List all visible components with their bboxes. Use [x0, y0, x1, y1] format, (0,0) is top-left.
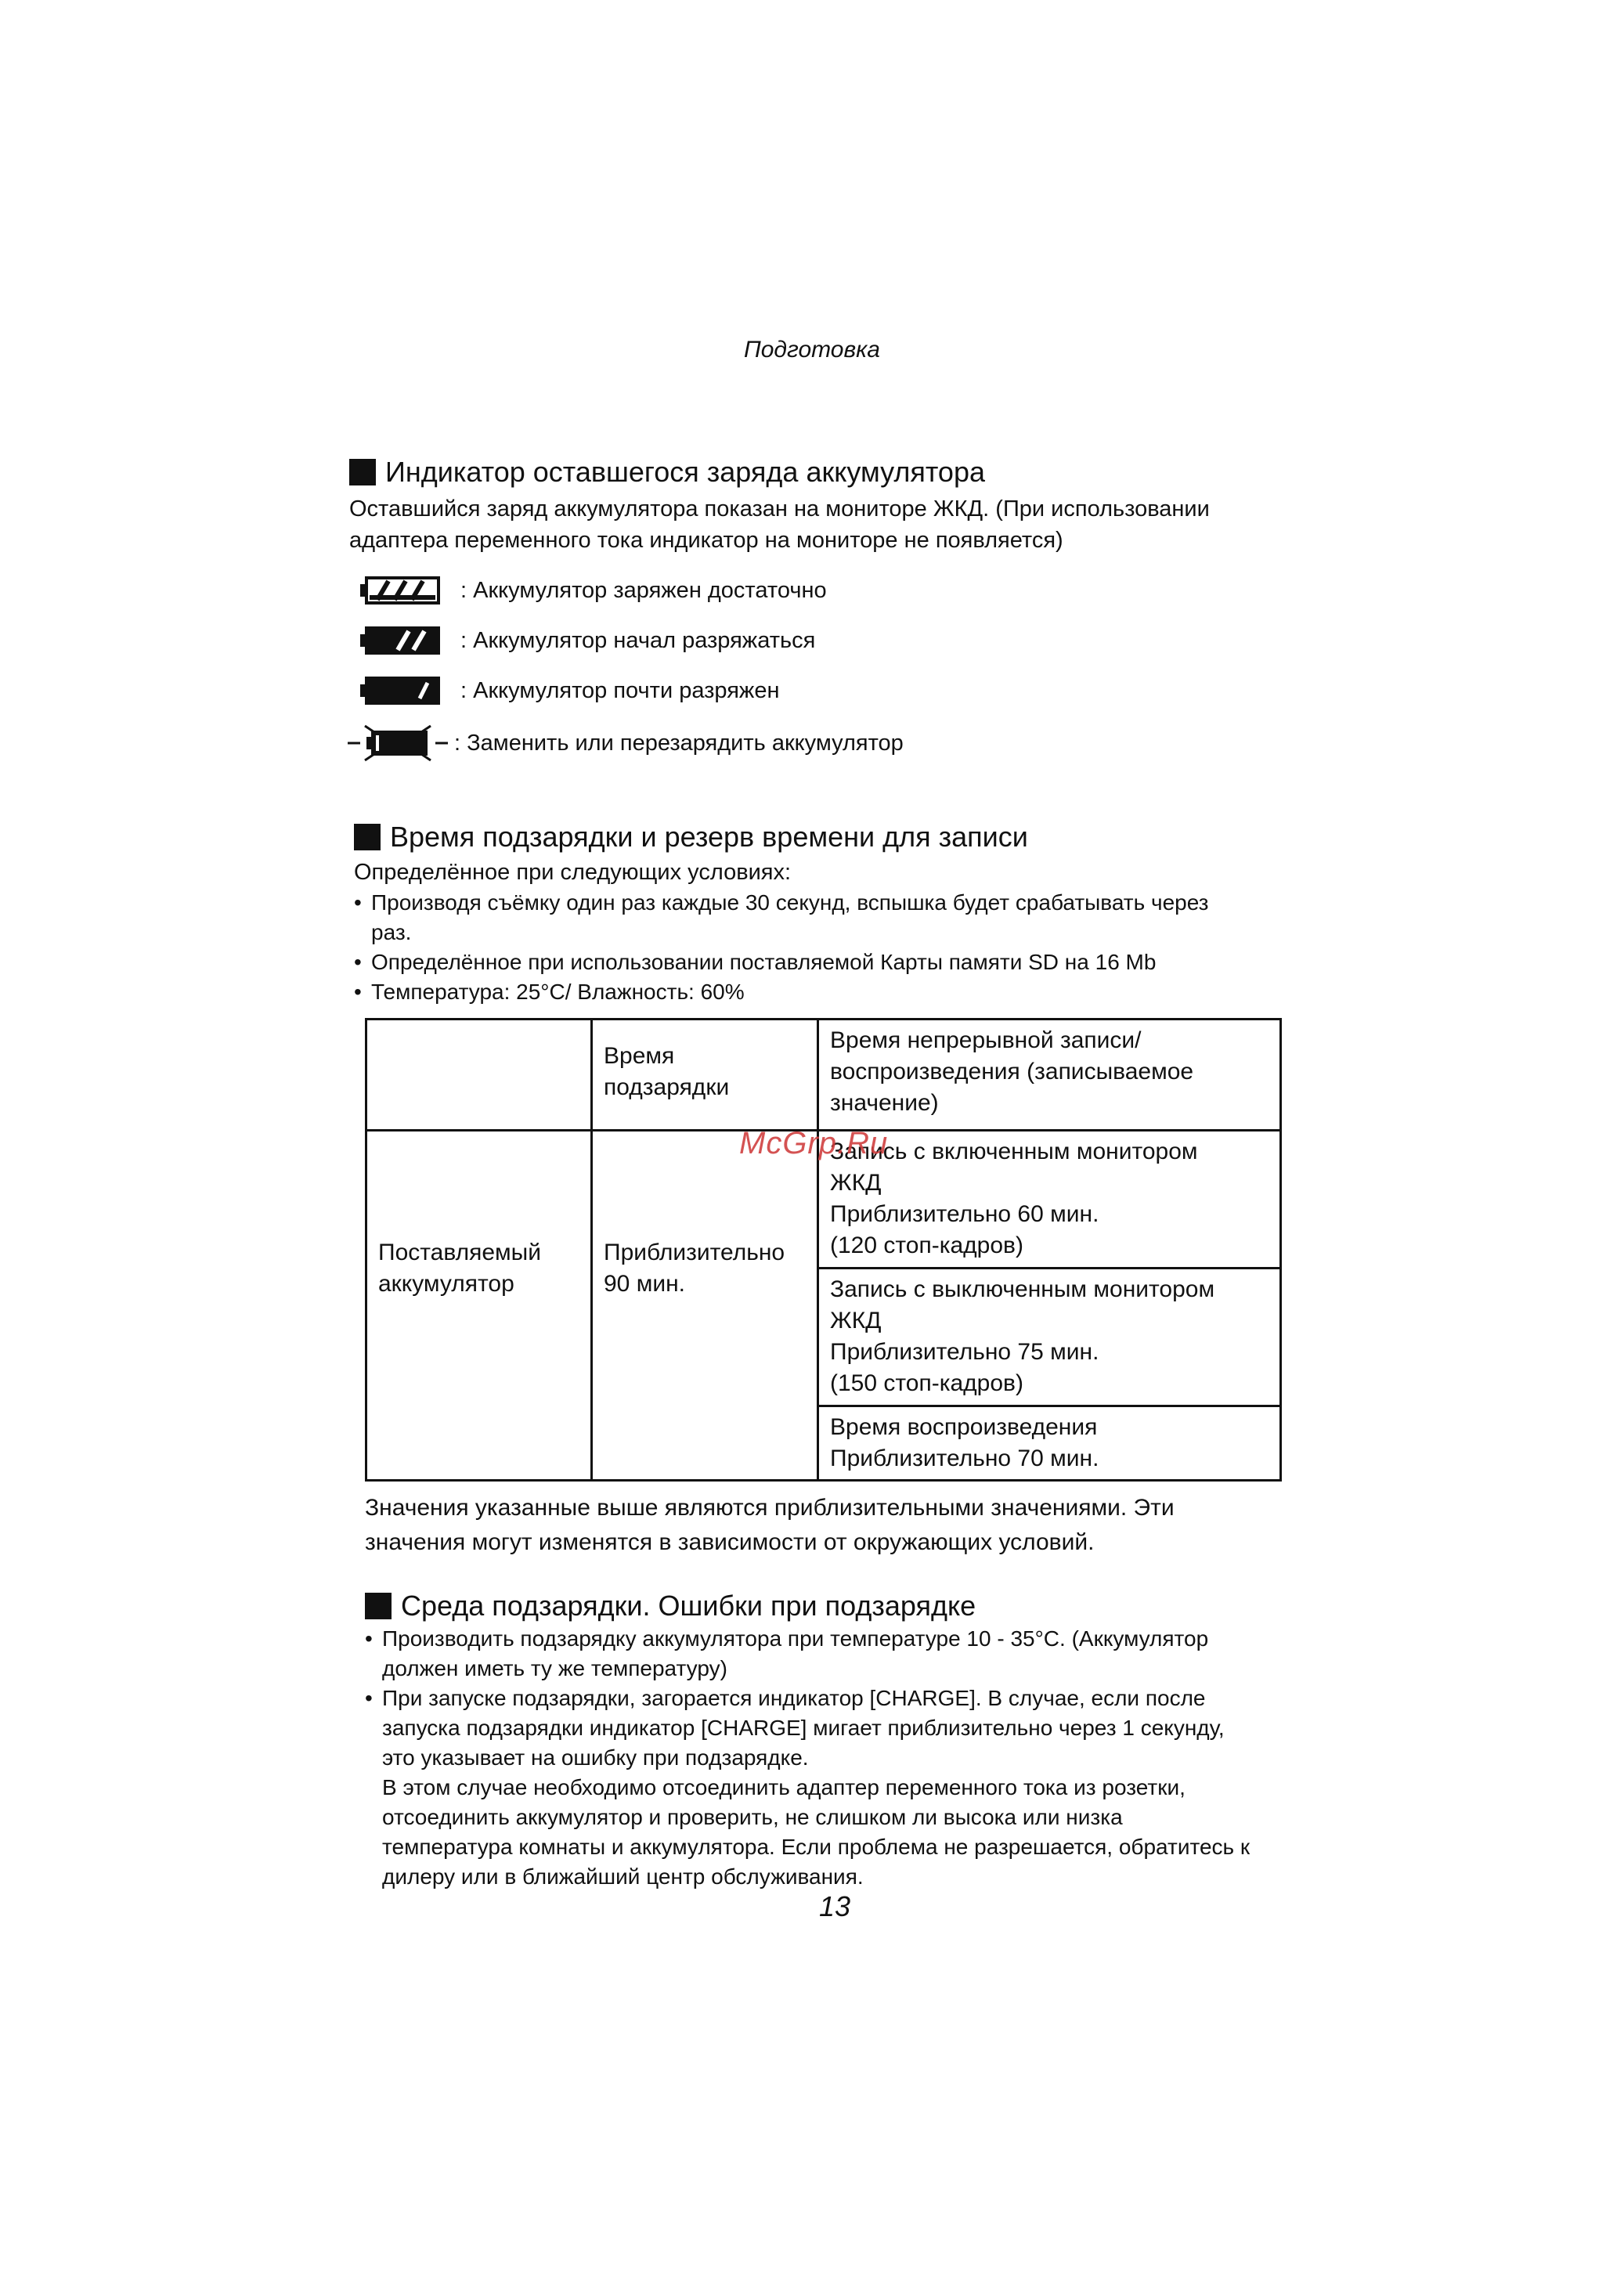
battery-low-icon — [354, 675, 456, 706]
cell-line: Время воспроизведения — [830, 1414, 1098, 1440]
battery-empty-flashing-icon — [348, 721, 449, 765]
bullet-line: • Производя съёмку один раз каждые 30 секунд, вспышка будет срабатывать через — [371, 890, 1209, 915]
section3-title: Среда подзарядки. Ошибки при подзарядке — [401, 1590, 976, 1622]
cell-line: Запись с выключенным монитором — [830, 1276, 1215, 1302]
indicator-row — [354, 615, 904, 666]
battery-indicator-list — [354, 565, 904, 771]
charge-time-table — [365, 1018, 1282, 1482]
cell-line: Приблизительно 70 мин. — [830, 1445, 1099, 1471]
indicator-label: : Аккумулятор почти разряжен — [460, 677, 780, 703]
cell-line: (150 стоп-кадров) — [830, 1370, 1023, 1396]
charge-value-cell: Приблизительно 90 мин. — [592, 1131, 818, 1481]
indicator-row — [354, 716, 904, 771]
indicator-label: : Аккумулятор начал разряжаться — [460, 627, 816, 653]
list-item — [365, 1684, 1250, 1892]
list-item — [365, 1624, 1250, 1684]
empty-header-cell — [366, 1020, 592, 1131]
bullet-line: раз. — [371, 920, 412, 944]
section-marker-icon — [365, 1593, 392, 1619]
section1-intro — [349, 493, 1210, 556]
bullet-line: это указывает на ошибку при подзарядке. — [382, 1745, 809, 1770]
bullet-line: отсоединить аккумулятор и проверить, не слишком ли высока или низка — [382, 1805, 1123, 1829]
bullet-line: • Определённое при использовании поставляемой Карты памяти SD на 16 Mb — [371, 950, 1157, 974]
cell-line: Приблизительно 75 мин. — [830, 1339, 1099, 1365]
record-cell — [818, 1406, 1281, 1481]
intro-line: адаптера переменного тока индикатор на мониторе не появляется) — [349, 528, 1063, 553]
record-time-header: Время непрерывной записи/воспроизведения (записываемое значение) — [818, 1020, 1281, 1131]
intro-line: Оставшийся заряд аккумулятора показан на мониторе ЖКД. (При использовании — [349, 496, 1210, 522]
charge-time-header: Время подзарядки — [592, 1020, 818, 1131]
bullet-line: В этом случае необходимо отсоединить адаптер переменного тока из розетки, — [382, 1775, 1186, 1799]
bullet-line: • Производить подзарядку аккумулятора при температуре 10 - 35°C. (Аккумулятор — [382, 1626, 1209, 1651]
bullet-line: • Температура: 25°C/ Влажность: 60% — [371, 980, 745, 1004]
indicator-row — [354, 666, 904, 716]
conditions-list — [354, 888, 1209, 1007]
section-marker-icon — [354, 824, 381, 850]
indicator-label: : Заменить или перезарядить аккумулятор — [454, 730, 904, 756]
bullet-line: должен иметь ту же температуру) — [382, 1656, 727, 1680]
page-number: 13 — [819, 1890, 851, 1922]
charging-environment-list — [365, 1624, 1250, 1892]
indicator-row — [354, 565, 904, 615]
section1-heading — [349, 456, 985, 489]
indicator-label: : Аккумулятор заряжен достаточно — [460, 577, 827, 603]
table-header-row — [366, 1020, 1281, 1131]
note-line: Значения указанные выше являются приблизительными значениями. Эти — [365, 1495, 1175, 1521]
row-label-cell: Поставляемый аккумулятор — [366, 1131, 592, 1481]
cell-line: Приблизительно 60 мин. — [830, 1201, 1099, 1227]
cell-line: Запись с включенным монитором — [830, 1139, 1198, 1164]
battery-full-icon — [354, 575, 456, 606]
bullet-line: температура комнаты и аккумулятора. Если проблема не разрешается, обратитесь к — [382, 1835, 1250, 1859]
list-item — [354, 977, 1209, 1007]
page-header: Подготовка — [744, 337, 880, 363]
table-note — [365, 1491, 1175, 1560]
cell-line: (120 стоп-кадров) — [830, 1233, 1023, 1258]
battery-half-icon — [354, 625, 456, 656]
note-line: значения могут изменятся в зависимости от окружающих условий. — [365, 1529, 1095, 1555]
section3-heading — [365, 1590, 976, 1622]
section-marker-icon — [349, 459, 376, 485]
cell-line: ЖКД — [830, 1170, 882, 1196]
list-item — [354, 947, 1209, 977]
section2-title: Время подзарядки и резерв времени для записи — [390, 821, 1028, 853]
section2-intro: Определённое при следующих условиях: — [354, 860, 792, 885]
bullet-line: • При запуске подзарядки, загорается индикатор [CHARGE]. В случае, если после — [382, 1686, 1206, 1710]
list-item — [354, 888, 1209, 947]
watermark: McGrp.Ru — [739, 1126, 889, 1160]
record-cell — [818, 1269, 1281, 1406]
section2-heading — [354, 821, 1028, 854]
section1-title: Индикатор оставшегося заряда аккумулятора — [385, 456, 985, 488]
bullet-line: запуска подзарядки индикатор [CHARGE] мигает приблизительно через 1 секунду, — [382, 1716, 1225, 1740]
cell-line: ЖКД — [830, 1308, 882, 1334]
bullet-line: дилеру или в ближайший центр обслуживания. — [382, 1864, 864, 1889]
